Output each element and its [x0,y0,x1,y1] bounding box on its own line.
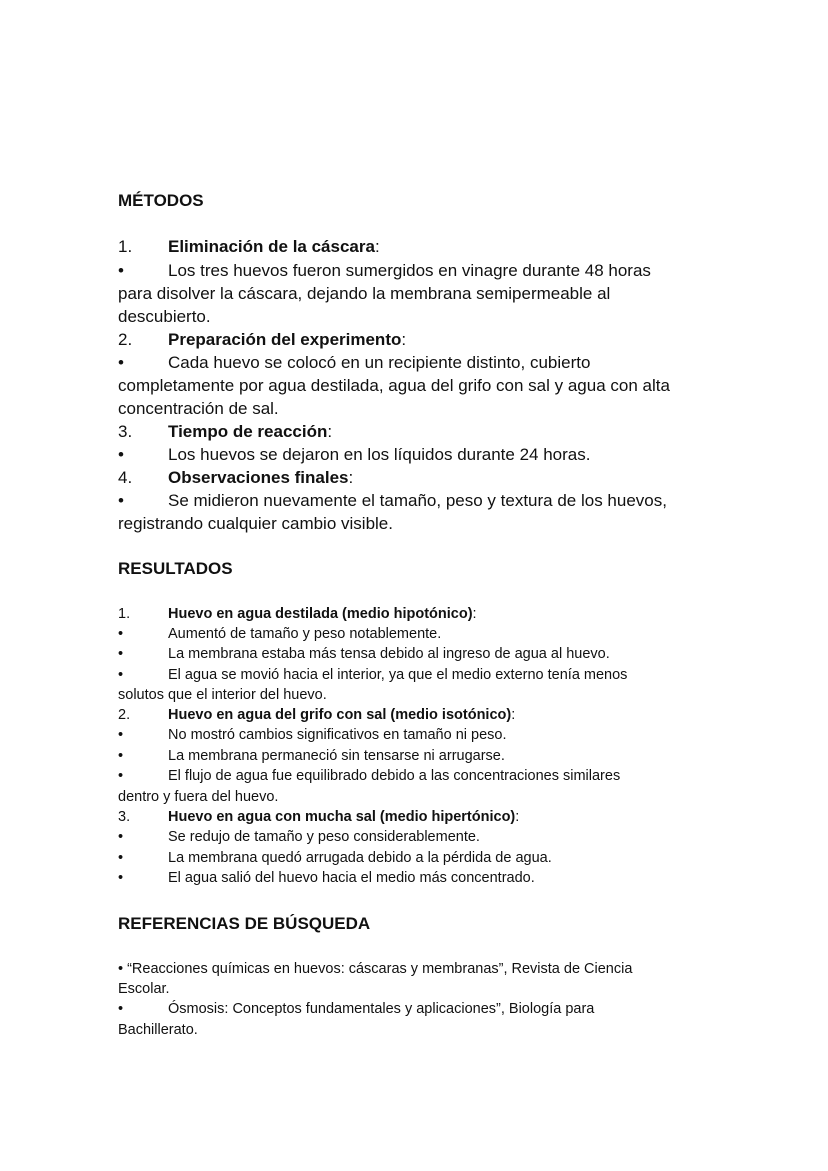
resultados-bullet: • El agua salió del huevo hacia el medio más concentrado. [118,870,535,886]
step-title: Tiempo de reacción [168,422,328,441]
resultados-bullet: • La membrana permaneció sin tensarse ni arrugarse. [118,748,505,764]
metodos-step-1: 1. Eliminación de la cáscara: [118,237,380,256]
step-title: Preparación del experimento [168,330,402,349]
continuation-line: para disolver la cáscara, dejando la membrana semipermeable al [118,284,611,303]
section-heading-metodos: MÉTODOS [118,191,204,210]
continuation-line: concentración de sal. [118,399,279,418]
resultados-bullet: • El flujo de agua fue equilibrado debido a las concentraciones similares [118,768,621,784]
item-title: Huevo en agua destilada (medio hipotónico) [168,606,473,622]
continuation-line: completamente por agua destilada, agua del grifo con sal y agua con alta [118,376,670,395]
metodos-step-4: 4. Observaciones finales: [118,468,354,487]
resultados-item-2: 2. Huevo en agua del grifo con sal (medio isotónico): [118,707,516,723]
resultados-bullet: • Aumentó de tamaño y peso notablemente. [118,626,442,642]
continuation-line: registrando cualquier cambio visible. [118,514,393,533]
resultados-bullet: • Se redujo de tamaño y peso considerablemente. [118,829,480,845]
continuation-line: Bachillerato. [118,1022,198,1038]
metodos-step-3: 3. Tiempo de reacción: [118,422,333,441]
resultados-bullet: • La membrana estaba más tensa debido al ingreso de agua al huevo. [118,646,610,662]
metodos-bullet: • Se midieron nuevamente el tamaño, peso y textura de los huevos, [118,491,667,510]
continuation-line: Escolar. [118,981,170,997]
step-title: Eliminación de la cáscara [168,237,375,256]
item-title: Huevo en agua con mucha sal (medio hipertónico) [168,809,516,825]
reference-2: • Ósmosis: Conceptos fundamentales y aplicaciones”, Biología para [118,1001,595,1017]
resultados-bullet: • No mostró cambios significativos en tamaño ni peso. [118,727,507,743]
continuation-line: solutos que el interior del huevo. [118,687,327,703]
resultados-bullet: • La membrana quedó arrugada debido a la pérdida de agua. [118,850,552,866]
reference-1: • “Reacciones químicas en huevos: cáscaras y membranas”, Revista de Ciencia [118,961,633,977]
continuation-line: descubierto. [118,307,211,326]
metodos-bullet: • Los tres huevos fueron sumergidos en vinagre durante 48 horas [118,261,651,280]
metodos-bullet: • Cada huevo se colocó en un recipiente distinto, cubierto [118,353,591,372]
metodos-bullet: • Los huevos se dejaron en los líquidos durante 24 horas. [118,445,591,464]
resultados-item-1: 1. Huevo en agua destilada (medio hipotónico): [118,606,477,622]
continuation-line: dentro y fuera del huevo. [118,789,279,805]
resultados-bullet: • El agua se movió hacia el interior, ya que el medio externo tenía menos [118,667,628,683]
section-heading-resultados: RESULTADOS [118,559,233,578]
item-title: Huevo en agua del grifo con sal (medio isotónico) [168,707,512,723]
resultados-item-3: 3. Huevo en agua con mucha sal (medio hipertónico): [118,809,520,825]
step-title: Observaciones finales [168,468,349,487]
section-heading-referencias: REFERENCIAS DE BÚSQUEDA [118,914,371,933]
metodos-step-2: 2. Preparación del experimento: [118,330,407,349]
